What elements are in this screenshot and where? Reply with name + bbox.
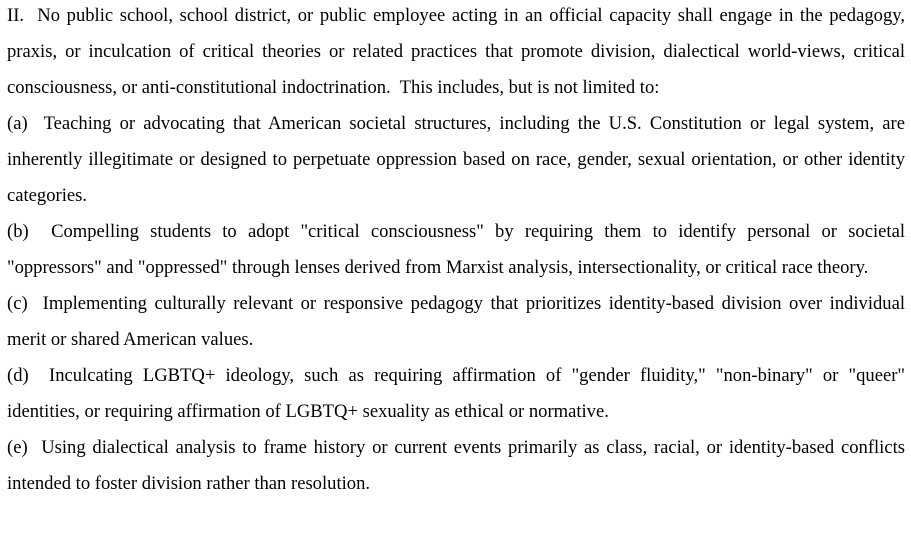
list-item-e: (e) Using dialectical analysis to frame history or current events primarily as class, racial, or identity-based conflicts intended to foster division rather than resolution.: [7, 437, 905, 494]
list-item-c: (c) Implementing culturally relevant or responsive pedagogy that prioritizes identity-based division over individual merit or shared American values.: [7, 293, 905, 350]
list-item-b: (b) Compelling students to adopt "critical consciousness" by requiring them to identify personal or societal "oppressors" and "oppressed" through lenses derived from Marxist analysis, intersectionality, or critical race theory.: [7, 221, 905, 278]
list-item-a: (a) Teaching or advocating that American societal structures, including the U.S. Constitution or legal system, are inherently illegitimate or designed to perpetuate oppression based on race, gender, sexual orientation, or other identity categories.: [7, 113, 905, 206]
list-item-d: (d) Inculcating LGBTQ+ ideology, such as requiring affirmation of "gender fluidity," "non-binary" or "queer" identities, or requiring affirmation of LGBTQ+ sexuality as ethical or normative.: [7, 365, 905, 422]
section-intro-paragraph: II. No public school, school district, or public employee acting in an official capacity shall engage in the pedagogy, praxis, or inculcation of critical theories or related practices that promote division, dialectical world-views, critical consciousness, or anti-constitutional indoctrination. This includes, but is not limited to:: [7, 5, 905, 98]
